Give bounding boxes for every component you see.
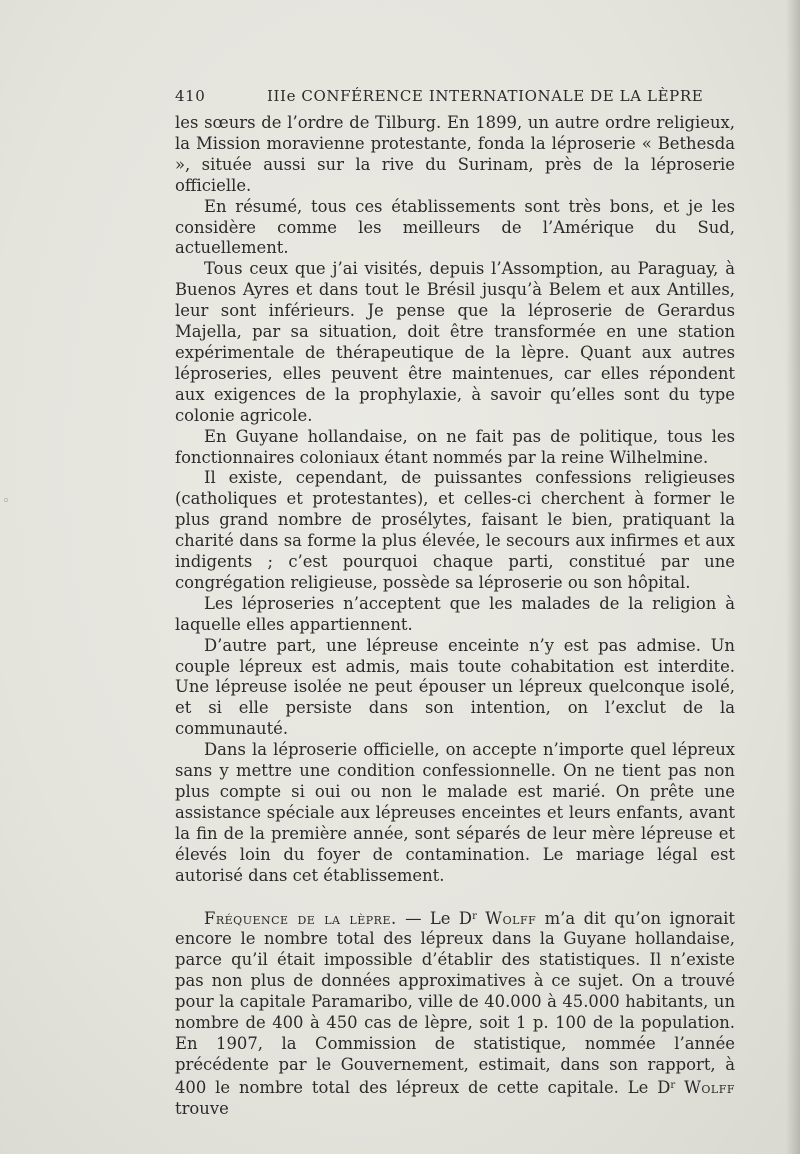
- paragraph: Il existe, cependant, de puissantes confessions religieuses (catholiques et protestantes), et celles-ci cherchent à former le plus grand nombre de prosélytes, faisant le bien, pratiquant la charité dans sa forme la plus élevée, le secours aux infirmes et aux indigents ; c’est pourquoi chaque parti, constitué par une congrégation religieuse, possède sa léproserie ou son hôpital.: [175, 468, 735, 592]
- running-title: IIIe CONFÉRENCE INTERNATIONALE DE LA LÈPRE: [267, 87, 704, 105]
- paragraph: D’autre part, une lépreuse enceinte n’y est pas admise. Un couple lépreux est admis, mais toute cohabitation est interdite. Une lépreuse isolée ne peut épouser un lépreux quelconque isolé, et si elle persiste dans son intention, on l’exclut de la communauté.: [175, 635, 735, 739]
- person-name: Wolff: [684, 1077, 735, 1097]
- paragraph: les sœurs de l’ordre de Tilburg. En 1899, un autre ordre religieux, la Mission moravienne protestante, fonda la léproserie « Bethesda », située aussi sur la rive du Surinam, près de la léproserie officielle.: [175, 113, 735, 195]
- doctor-abbrev: D: [657, 1077, 671, 1097]
- page-edge-shadow: [786, 0, 800, 1154]
- paragraph: Dans la léproserie officielle, on accepte n’importe quel lépreux sans y mettre une condition confessionnelle. On ne tient pas non plus compte si oui ou non le malade est marié. On prête une assistance spéciale aux lépreuses enceintes et leurs enfants, avant la fin de la première année, sont séparés de leur mère lépreuse et élevés loin du foyer de contamination. Le mariage légal est autorisé dans cet établissement.: [175, 740, 735, 885]
- section-dash: — Le: [396, 908, 459, 928]
- paragraph: Tous ceux que j’ai visités, depuis l’Assomption, au Paraguay, à Buenos Ayres et dans tout le Brésil jusqu’à Belem et aux Antilles, leur sont inférieurs. Je pense que la léproserie de Gerardus Majella, par sa situation, doit être transformée en une station expérimentale de thérapeutique de la lèpre. Quant aux autres léproseries, elles peuvent être maintenues, car elles répondent aux exigences de la prophylaxie, à savoir qu’elles sont du type colonie agricole.: [175, 259, 735, 425]
- paragraph: En résumé, tous ces établissements sont très bons, et je les considère comme les meilleurs de l’Amérique du Sud, actuellement.: [175, 196, 735, 258]
- section-text: m’a dit qu’on ignorait encore le nombre total des lépreux dans la Guyane hollandaise, parce qu’il était impossible d’établir des statistiques. Il n’existe pas non plus de données approximatives à ce sujet. On a trouvé pour la capitale Paramaribo, ville de 40.000 à 45.000 habitants, un nombre de 400 à 450 cas de lèpre, soit 1 p. 100 de la population. En 1907, la Commission de statistique, nommée l’année précédente par le Gouvernement, estimait, dans son rapport, à 400 le nombre total des lépreux de cette capitale. Le: [175, 908, 736, 1097]
- page-number: 410: [175, 87, 206, 105]
- doctor-abbrev-sup: r: [472, 910, 477, 922]
- margin-stain-mark: ◦: [2, 494, 10, 509]
- section-paragraph: [175, 907, 735, 1120]
- section-text-end: trouve: [175, 1098, 229, 1118]
- doctor-abbrev-sup: r: [670, 1079, 676, 1091]
- body-text: [175, 113, 735, 1120]
- paragraph: Les léproseries n’acceptent que les malades de la religion à laquelle elles appartiennent.: [175, 593, 735, 634]
- paragraph: En Guyane hollandaise, on ne fait pas de politique, tous les fonctionnaires coloniaux étant nommés par la reine Wilhelmine.: [175, 426, 735, 467]
- page-header: [175, 87, 735, 109]
- doctor-abbrev: D: [458, 908, 473, 928]
- section-heading: Fréquence de la lèpre.: [204, 908, 397, 928]
- person-name: Wolff: [485, 908, 537, 928]
